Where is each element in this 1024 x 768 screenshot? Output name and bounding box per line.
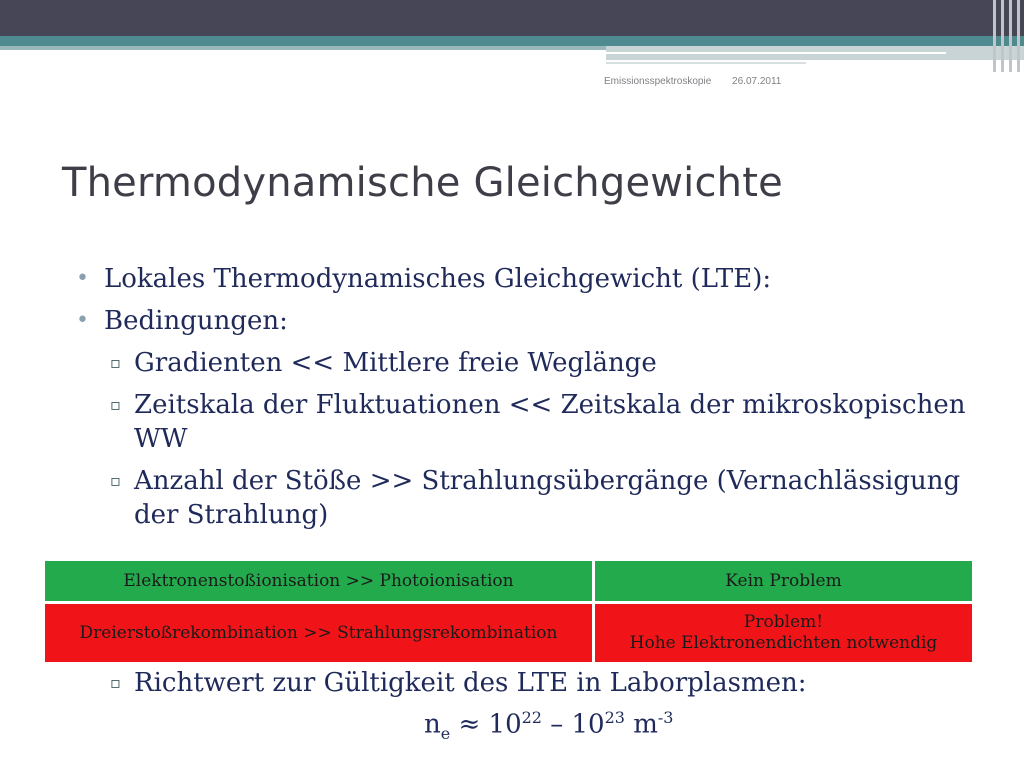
formula-dash: – 10 xyxy=(541,709,605,740)
table-cell-line: Hohe Elektronendichten notwendig xyxy=(629,633,938,653)
header-divider-line xyxy=(606,52,946,54)
subbullet-text: Gradienten << Mittlere freie Weglänge xyxy=(134,348,657,378)
slide-body xyxy=(76,258,1006,540)
bullet-item xyxy=(76,300,1006,342)
subbullet-item xyxy=(76,346,1006,380)
stripe xyxy=(1017,0,1020,72)
stripe xyxy=(1009,0,1012,72)
slide-date: 26.07.2011 xyxy=(732,76,782,87)
square-bullet-icon: ▫ xyxy=(110,673,121,692)
header-accent-band xyxy=(0,36,1024,46)
slide-topic: Emissionsspektroskopie xyxy=(604,76,712,87)
formula-approx: ≈ 10 xyxy=(450,709,522,740)
header-bar xyxy=(0,0,1024,36)
slide-meta xyxy=(604,76,799,87)
formula-unit: m xyxy=(624,709,658,740)
subbullet-item xyxy=(76,388,1006,456)
subbullet-item xyxy=(76,464,1006,532)
bullet-item xyxy=(76,258,1006,300)
bullet-text: Bedingungen: xyxy=(104,306,288,336)
density-formula xyxy=(424,708,673,743)
table-cell: Dreierstoßrekombination >> Strahlungsrekombination xyxy=(45,604,592,662)
formula-subscript: e xyxy=(440,723,451,743)
table-row xyxy=(45,604,972,662)
formula-exponent: 22 xyxy=(521,708,542,727)
subbullet-text: Anzahl der Stöße >> Strahlungsübergänge (Vernachlässigung der Strahlung) xyxy=(134,466,961,530)
subbullet-item xyxy=(110,666,807,700)
formula-unit-exponent: -3 xyxy=(657,708,674,727)
comparison-table xyxy=(45,561,972,662)
table-cell-line: Problem! xyxy=(743,612,824,632)
bullet-text: Lokales Thermodynamisches Gleichgewicht (LTE): xyxy=(104,264,772,294)
formula-base: n xyxy=(424,709,441,740)
subbullet-text: Zeitskala der Fluktuationen << Zeitskala der mikroskopischen WW xyxy=(134,390,966,454)
table-cell: Elektronenstoßionisation >> Photoionisation xyxy=(45,561,592,601)
square-bullet-icon: ▫ xyxy=(110,471,121,490)
stripe xyxy=(993,0,996,72)
slide-title: Thermodynamische Gleichgewichte xyxy=(62,160,783,206)
header-stripes xyxy=(984,0,1024,72)
square-bullet-icon: ▫ xyxy=(110,395,121,414)
table-row xyxy=(45,561,972,601)
formula-exponent: 23 xyxy=(604,708,625,727)
square-bullet-icon: ▫ xyxy=(110,353,121,372)
stripe xyxy=(1001,0,1004,72)
header-divider-line-2 xyxy=(606,62,806,64)
table-cell: Kein Problem xyxy=(595,561,972,601)
bullet-dot-icon: • xyxy=(76,308,89,333)
table-cell xyxy=(595,604,972,662)
subbullet-text: Richtwert zur Gültigkeit des LTE in Laborplasmen: xyxy=(134,668,807,698)
bullet-dot-icon: • xyxy=(76,266,89,291)
header-accent-line xyxy=(0,46,606,50)
